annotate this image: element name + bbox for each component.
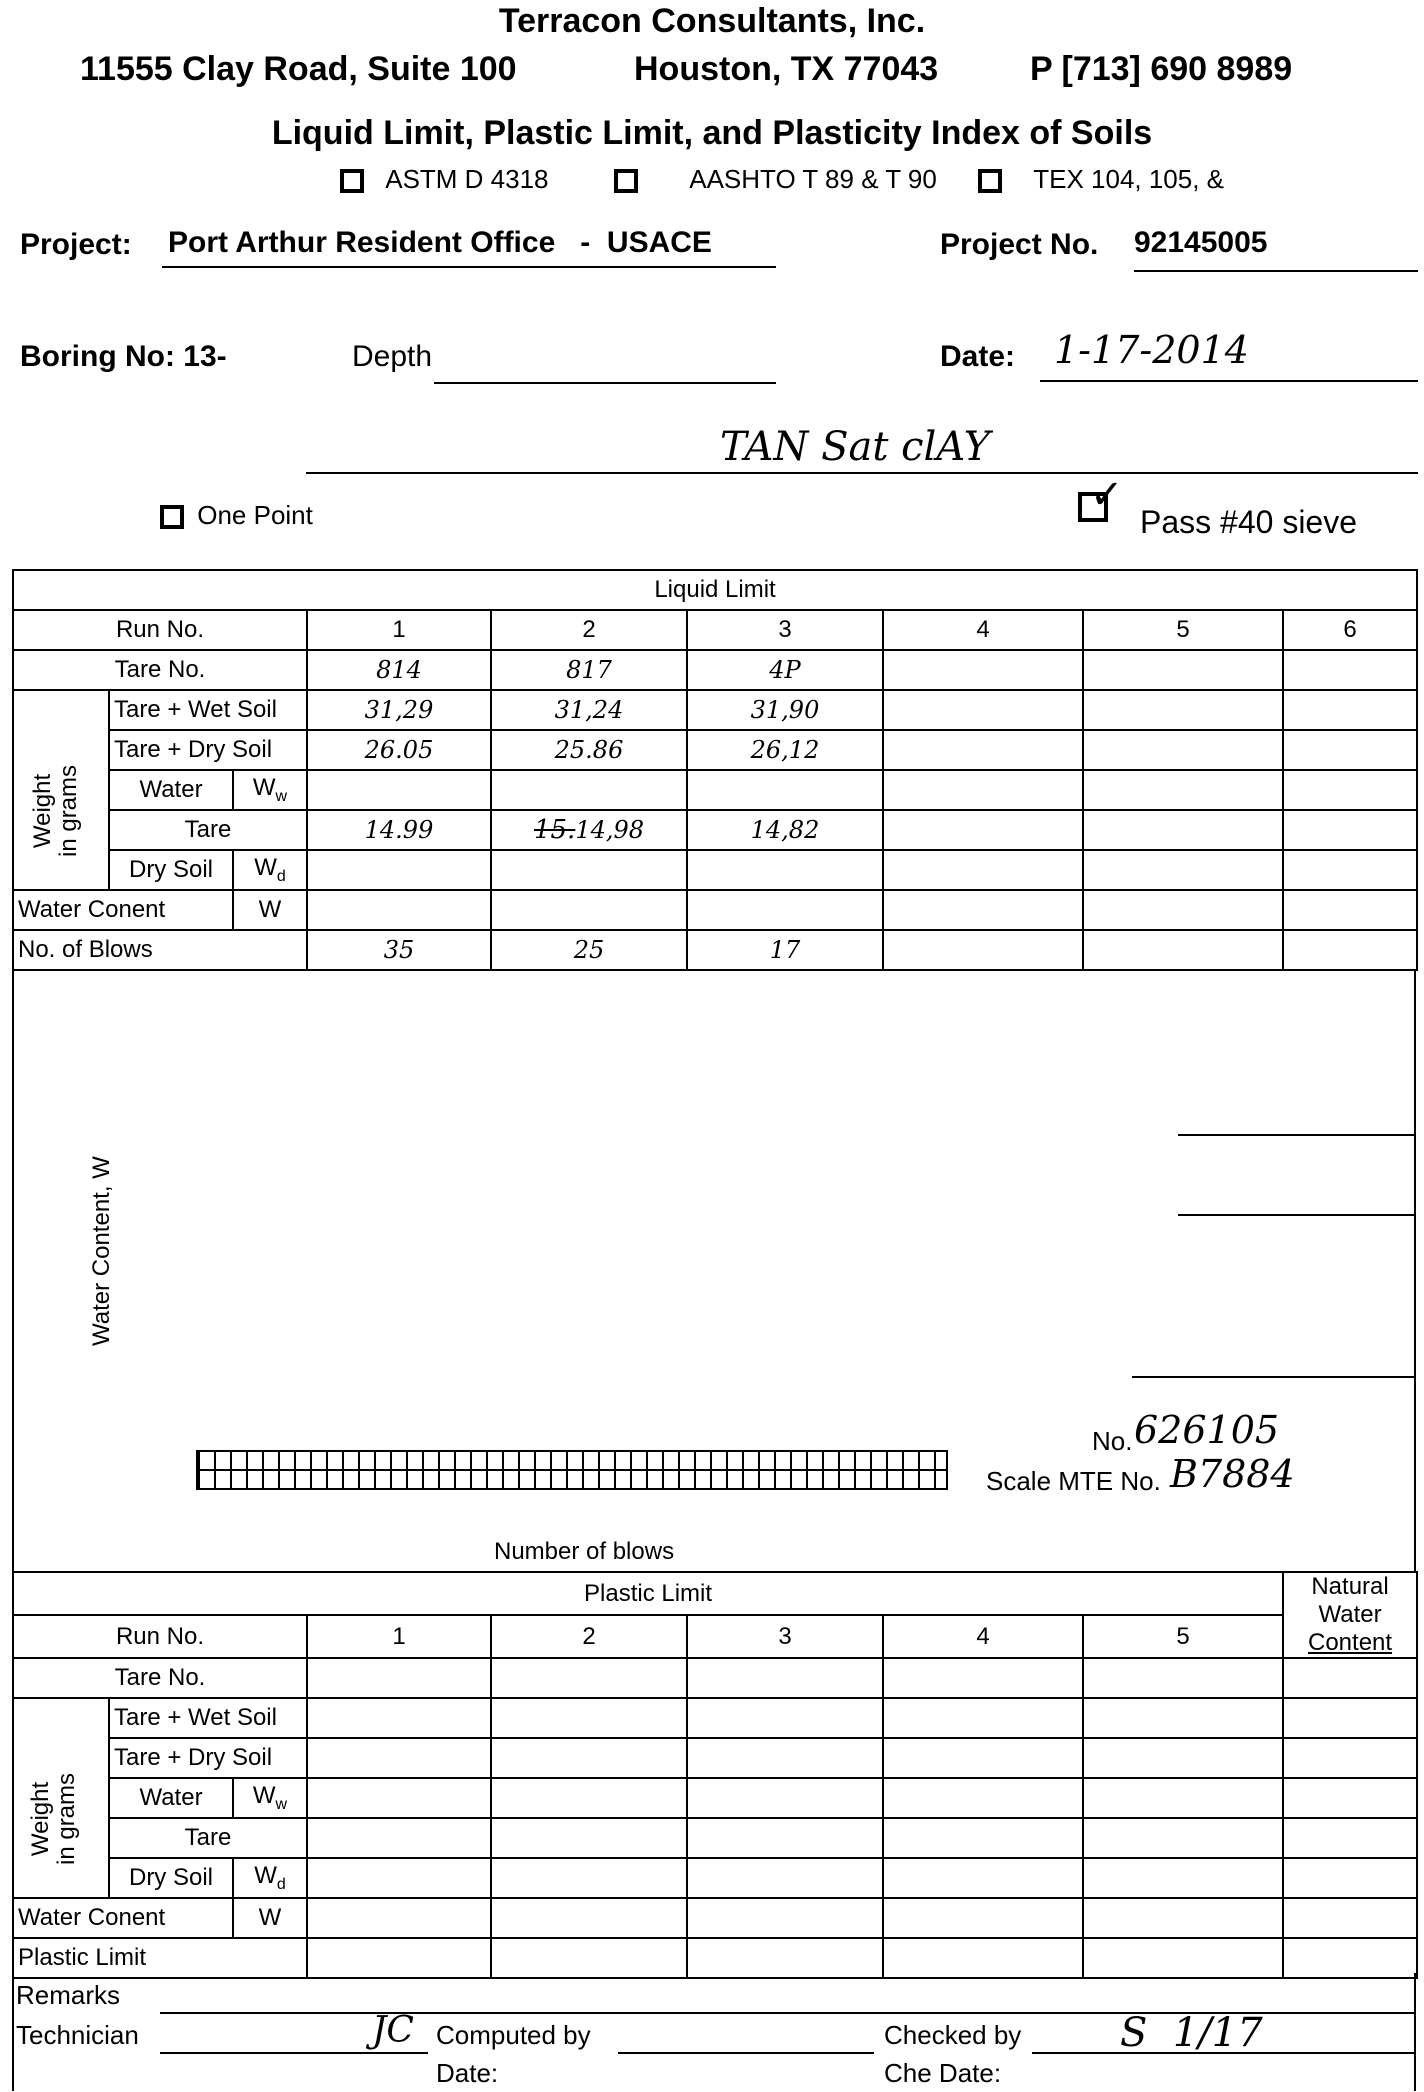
graph-line [1178, 1134, 1416, 1136]
table-row: No. of Blows 35 25 17 [13, 930, 1417, 970]
table-row: Dry Soil $W_d$ [13, 850, 1417, 890]
liquid-limit-title: Liquid Limit [13, 570, 1417, 610]
computed-by-line [618, 2052, 874, 2054]
table-row: Water $W_w$ [13, 1778, 1417, 1818]
computed-date-label: Date: [436, 2058, 499, 2088]
project-name: Port Arthur Resident Office - USACE [162, 226, 776, 268]
liquid-limit-table [12, 569, 1418, 971]
natural-water-content-header: Natural Water Content [1283, 1572, 1417, 1658]
technician-line [160, 2052, 428, 2054]
table-row: Tare No. 814 817 4P [13, 650, 1417, 690]
standard-tex-checkbox[interactable] [978, 169, 1002, 193]
table-row: Run No. 1 2 3 4 5 6 [13, 610, 1417, 650]
graph-line [1178, 1214, 1416, 1216]
form-title: Liquid Limit, Plastic Limit, and Plasticity Index of Soils [271, 114, 1153, 152]
company-phone: P [713] 690 8989 [1030, 50, 1293, 88]
table-row: Tare + Dry Soil 26.05 25.86 26,12 [13, 730, 1417, 770]
scale-mte-label: Scale MTE No. [986, 1466, 1161, 1496]
technician-label: Technician [16, 2020, 139, 2050]
plastic-limit-table [12, 1571, 1418, 1979]
pass-sieve-checkbox[interactable] [1078, 473, 1124, 522]
table-row: Tare + Dry Soil [13, 1738, 1417, 1778]
no-value: 626105 [1134, 1408, 1280, 1452]
project-number-label: Project No. [940, 228, 1099, 261]
table-row: Water Conent W [13, 1898, 1417, 1938]
depth-field[interactable] [434, 334, 776, 384]
soil-description: TAN Sat clAY [720, 424, 990, 470]
standard-tex: TEX 104, 105, & [978, 164, 1224, 195]
checked-by-label: Checked by [884, 2020, 1022, 2050]
pass-sieve-label: Pass #40 sieve [1140, 504, 1358, 540]
project-label: Project: [20, 228, 132, 261]
technician-initials: JC [372, 2010, 414, 2051]
table-row: Water $W_w$ [13, 770, 1417, 810]
table-row: Tare No. [13, 1658, 1417, 1698]
boring-no-label: Boring No: 13- [20, 340, 227, 373]
tare-strikeout: 15. [533, 815, 576, 845]
weight-label-cell: Weight in grams [13, 1698, 109, 1898]
remarks-label: Remarks [16, 1980, 121, 2010]
one-point-checkbox[interactable] [160, 505, 184, 529]
scale-mte-value: B7884 [1170, 1452, 1295, 1496]
table-row: Tare 14.99 15.14,98 14,82 [13, 810, 1417, 850]
standard-aashto-checkbox[interactable] [614, 169, 638, 193]
plastic-limit-title: Plastic Limit [13, 1572, 1283, 1615]
company-address: 11555 Clay Road, Suite 100 [80, 50, 517, 88]
log-scale-axis [196, 1450, 948, 1490]
graph-y-label: Water Content, W [88, 1156, 115, 1346]
standard-astm: ASTM D 4318 [340, 164, 549, 195]
one-point-option: One Point [160, 500, 313, 531]
date-value: 1-17-2014 [1040, 328, 1418, 382]
standard-aashto: AASHTO T 89 & T 90 [614, 164, 937, 195]
project-number: 92145005 [1134, 226, 1418, 272]
no-label: No. [1092, 1426, 1133, 1456]
company-city: Houston, TX 77043 [634, 50, 939, 88]
table-row: Tare [13, 1818, 1417, 1858]
company-name: Terracon Consultants, Inc. [498, 2, 926, 40]
depth-label: Depth [352, 340, 433, 373]
checked-signature: S 1/17 [1120, 2010, 1263, 2056]
table-row: Weight in grams Tare + Wet Soil [13, 1698, 1417, 1738]
graph-x-label: Number of blows [494, 1538, 675, 1565]
table-row: Dry Soil $W_d$ [13, 1858, 1417, 1898]
check-mark-icon: ✓ [1090, 473, 1124, 517]
standard-astm-checkbox[interactable] [340, 169, 364, 193]
checked-date-label: Che Date: [884, 2058, 1002, 2088]
weight-label-cell: Weight in grams [13, 690, 109, 890]
table-row: Run No. 1 2 3 4 5 [13, 1615, 1417, 1658]
graph-line [1132, 1376, 1416, 1378]
table-row: Weight in grams Tare + Wet Soil 31,29 31,24 31,90 [13, 690, 1417, 730]
table-row: Water Conent W [13, 890, 1417, 930]
table-row: Plastic Limit [13, 1938, 1417, 1978]
computed-by-label: Computed by [436, 2020, 591, 2050]
date-label: Date: [940, 340, 1016, 373]
